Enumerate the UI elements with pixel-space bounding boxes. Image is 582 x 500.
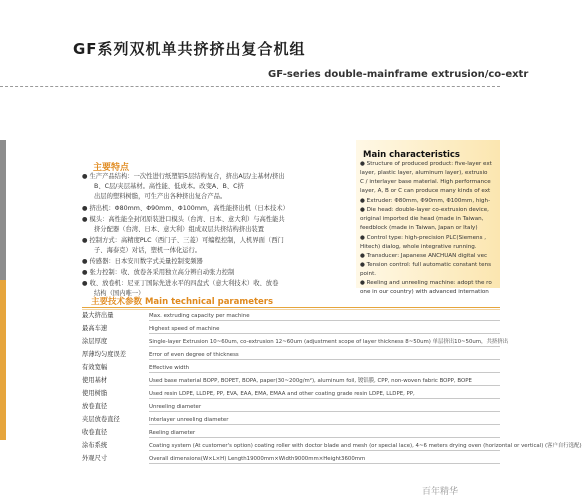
row-rule: [149, 320, 500, 321]
characteristic-line: ● Die head: double-layer co-extrusion device,: [360, 207, 489, 213]
feature-line: ● 收、放卷机：尼亚丁国际先进水平的四盘式（意大利技术）收、放卷: [82, 280, 279, 287]
parameter-row: [82, 415, 500, 425]
parameter-row: [82, 389, 500, 399]
parameter-row: [82, 337, 509, 347]
feature-line: B、C层/夹层基材。高性能、低成本。改变A、B、C挤: [94, 183, 244, 190]
row-rule: [149, 437, 500, 438]
row-rule: [149, 333, 500, 334]
sidebar-accent-orange: [0, 280, 6, 440]
characteristic-line: ● Tension control: full automatic constant tens: [360, 262, 492, 268]
characteristic-line: ● Extruder: Φ80mm, Φ90mm, Φ100mm, high-: [360, 198, 491, 204]
characteristic-line: point.: [360, 271, 377, 277]
row-rule: [149, 385, 500, 386]
row-rule: [149, 450, 500, 451]
parameter-label: 放卷直径: [82, 403, 108, 410]
parameter-value: Error of even degree of thickness: [149, 352, 239, 358]
characteristic-line: original imported die head (made in Taiwan,: [360, 216, 484, 222]
parameter-label: 外观尺寸: [82, 455, 108, 462]
row-rule: [149, 424, 500, 425]
characteristic-line: ● Structure of produced product: five-layer ext: [360, 161, 492, 167]
parameter-value: Effective width: [149, 365, 190, 371]
parameter-value: Overall dimensions(W×L×H) Length19000mm×Width9000mm×Height3600mm: [149, 456, 366, 462]
parameter-value: Single-layer Extrusion 10~60um, co-extrusion 12~60um (adjustment scope of layer thickness 8~50um) 单层挤出10~50um，共挤挤出: [149, 339, 509, 345]
page-title: GF系列双机单共挤挤出复合机组: [73, 40, 306, 58]
parameter-row: [82, 454, 500, 464]
feature-line: 结构（国内唯一）: [94, 290, 145, 297]
feature-line: ● 传感器：日本安川数字式关量控制变频器: [82, 258, 203, 265]
row-rule: [149, 372, 500, 373]
parameter-label: 使用树脂: [82, 390, 108, 397]
page-subtitle-en: GF-series double-mainframe extrusion/co-extr: [268, 69, 529, 80]
row-rule: [149, 346, 500, 347]
feature-line: ● 张力控制：收、放卷各采用独立高分辨自动张力控制: [82, 269, 235, 276]
parameter-row: [82, 402, 500, 412]
row-rule: [149, 359, 500, 360]
parameter-value: Interlayer unreeling diameter: [149, 417, 229, 423]
parameters-divider-light: [82, 309, 500, 310]
parameter-row: [82, 324, 500, 334]
parameter-row: [82, 428, 500, 438]
row-rule: [149, 411, 500, 412]
parameter-label: 使用基材: [82, 377, 108, 384]
feature-line: 子、海泰克）对话，塑机一体化运行。: [94, 247, 202, 254]
parameter-row: [82, 350, 500, 360]
characteristic-line: ● Reeling and unreeling machine: adopt the ro: [360, 280, 492, 286]
characteristic-line: one in our country) with advanced internation: [360, 289, 489, 295]
feature-line: ● 控制方式：高精度PLC（西门子、三菱）可编程控制，人机界面（西门: [82, 237, 284, 244]
parameter-row: [82, 441, 582, 451]
sidebar-accent-gray: [0, 140, 6, 280]
parameter-label: 厚薄均匀度误差: [82, 351, 127, 358]
feature-line: ● 模头：高性能全封闭原装进口模头（台湾、日本、意大利）与高性能共: [82, 216, 285, 223]
parameter-value: Max. extruding capacity per machine: [149, 313, 250, 319]
parameter-label: 最大挤出量: [82, 312, 114, 319]
parameter-label: 涂层厚度: [82, 338, 108, 345]
characteristic-line: Hitech) dialog, whole integrative running.: [360, 244, 477, 250]
parameter-label: 最高车速: [82, 325, 108, 332]
parameter-value: Highest speed of machine: [149, 326, 220, 332]
feature-line: ● 生产产品结构：一次性进行纸塑铝5层结构复合，挤出A层/主基材/挤出: [82, 173, 285, 180]
parameter-label: 涂布系统: [82, 442, 108, 449]
parameter-label: 夹层放卷直径: [82, 416, 120, 423]
characteristic-line: C / interlayer base material. High performance: [360, 179, 491, 185]
characteristic-line: ● Transducer: Japanese ANCHUAN digital vec: [360, 253, 488, 259]
technical-parameters-heading: 主要技术参数 Main technical parameters: [91, 297, 274, 307]
parameter-value: Coating system (At customer's option) coating roller with doctor blade and mesh (or special lace), 4~6 meters drying oven (horizontal or vertical) (客户自行选配): [149, 443, 582, 449]
feature-line: ● 挤出机：Φ80mm、Φ90mm、Φ100mm，高性能挤出机（日本技术）: [82, 205, 289, 212]
parameter-row: [82, 376, 500, 386]
main-characteristics-heading: Main characteristics: [363, 150, 460, 160]
parameters-divider: [82, 307, 500, 308]
row-rule: [149, 398, 500, 399]
characteristic-line: layer, A, B or C can produce many kinds of ext: [360, 188, 491, 194]
row-rule: [149, 463, 500, 464]
characteristic-line: layer, plastic layer, aluminum layer), extrusio: [360, 170, 488, 176]
parameter-label: 收卷直径: [82, 429, 108, 436]
parameter-value: Used resin LDPE, LLDPE, PP, EVA, EAA, EMA, EMAA and other coating grade resin LDPE, LLDPE, PP,: [149, 391, 415, 397]
parameter-value: Unreeling diameter: [149, 404, 202, 410]
features-heading: 主要特点: [93, 163, 130, 173]
characteristic-line: feedblock (made in Taiwan, Japan or Italy): [360, 225, 478, 231]
characteristic-line: ● Control type: high-precision PLC(Siemens ,: [360, 235, 487, 241]
parameter-row: [82, 311, 500, 321]
parameter-value: Used base material BOPP, BOPET, BOPA, paper(30~200g/m²), aluminum foil, 镀铝膜, CPP, non-woven fabric BOPP, BOPE: [149, 378, 472, 384]
feature-line: 挤分配器（台湾、日本、意大利）组成双层共挤结构挤出装置: [94, 226, 265, 233]
parameter-row: [82, 363, 500, 373]
parameter-label: 有效宽幅: [82, 364, 108, 371]
header-divider: [0, 86, 500, 87]
parameter-value: Reeling diameter: [149, 430, 196, 436]
watermark: 百年精华: [422, 487, 459, 497]
feature-line: 出层的塑料树脂，可生产出各种挤出复合产品。: [94, 193, 227, 200]
